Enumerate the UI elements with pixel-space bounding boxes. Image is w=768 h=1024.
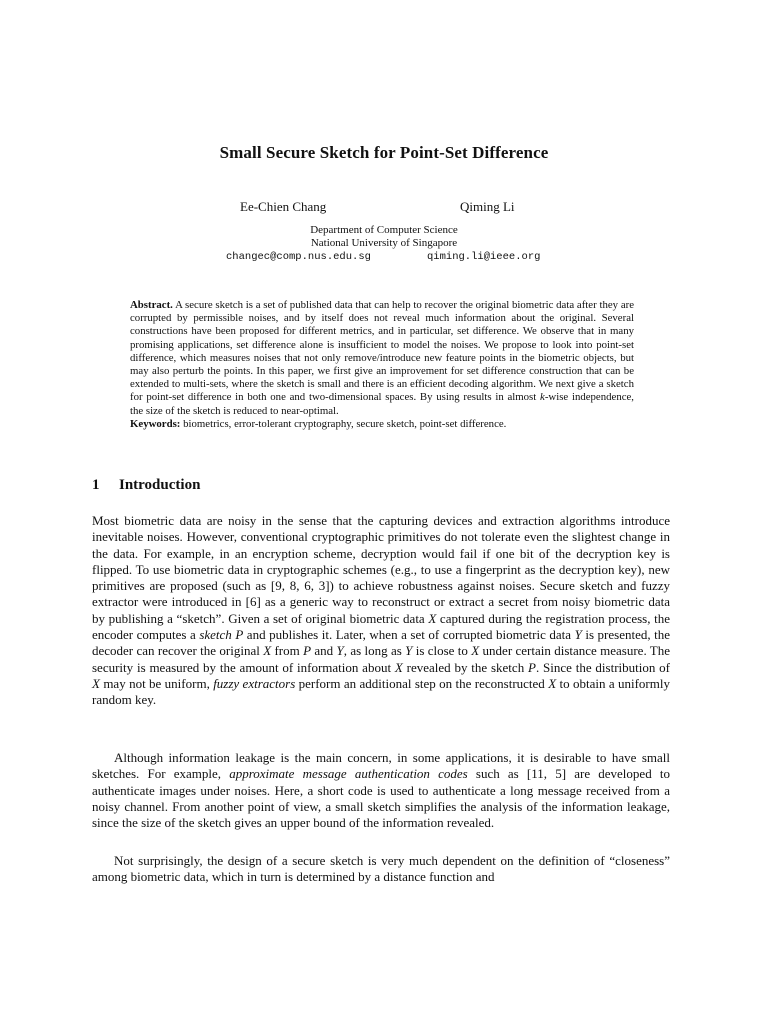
text-run: Although information leakage is the main concern, in some applications, it is desirable to have small sketches. For example,	[92, 750, 670, 782]
math-var: X	[92, 675, 100, 691]
math-var: Y	[405, 643, 413, 659]
emphasis: approximate message authentication codes	[229, 766, 468, 782]
text-run: . Since the distribution of	[535, 659, 670, 675]
abstract-body	[130, 299, 634, 418]
author-1-email: changec@comp.nus.edu.sg	[226, 251, 371, 263]
text-run: and	[311, 643, 337, 659]
math-var: X	[428, 610, 437, 626]
intro-paragraph-3	[92, 853, 670, 886]
affiliation-university: National University of Singapore	[310, 237, 458, 249]
intro-paragraph-2	[92, 750, 670, 831]
text-run: captured during the registration process, the encoder computes a	[92, 610, 670, 643]
text-run: Most biometric data are noisy in the sense that the capturing devices and extraction algorithms introduce inevitable noises. However, conventional cryptographic primitives do not tolerate even the slightest change in the data. For example, in an encryption scheme, decryption would fail if one bit of the decryption key is flipped. To use biometric data in cryptographic schemes (e.g., to use a fingerprint as the decryption key), new primitives are proposed (such as [9, 8, 6, 3]) to achieve robustness against noises. Secure sketch and fuzzy extractor were introduced in [6] as a generic way to reconstruct or extract a secret from noisy biometric data by publishing a “sketch”. Given a set of original biometric data	[92, 513, 670, 626]
abstract-text-2: -wise independence, the size of the sketch is reduced to near-optimal.	[130, 391, 634, 417]
section-number: 1	[92, 477, 100, 493]
text-run: revealed by the sketch	[402, 659, 529, 675]
math-var: X	[263, 643, 272, 659]
text-run: such as [11, 5] are developed to authenticate images under noises. Here, a short code is used to authenticate a long message received from a noisy channel. From another point of view, a small sketch simplifies the analysis of the information leakage, since the size of the sketch gives an upper bound of the information revealed.	[92, 766, 670, 831]
emphasis: sketch	[199, 627, 232, 643]
math-var: Y	[336, 643, 344, 659]
text-run: is close to	[412, 643, 472, 659]
section-heading	[92, 477, 200, 494]
abstract	[130, 299, 634, 431]
text-run: perform an additional step on the reconstructed	[295, 675, 549, 691]
keywords-text: biometrics, error-tolerant cryptography, secure sketch, point-set difference.	[183, 417, 507, 430]
math-var: P	[303, 643, 312, 659]
math-var: X	[548, 675, 557, 691]
keywords	[130, 418, 634, 431]
math-var: P	[235, 627, 244, 643]
affiliation-department: Department of Computer Science	[310, 224, 458, 236]
text-run: , as long as	[343, 643, 406, 659]
abstract-label: Abstract.	[130, 299, 173, 311]
abstract-text-1: A secure sketch is a set of published data that can help to recover the original biometric data after they are corrupted by permissible noises, and by itself does not reveal much information about the original. Several constructions have been proposed for different metrics, and in particular, set difference. We observe that in many promising applications, set difference alone is insufficient to model the noises. We propose to look into point-set difference, which measures noises that not only remove/introduce new feature points in the biometric objects, but may also perturb the points. In this paper, we first give an improvement for set difference construction that can be extended to multi-sets, where the sketch is small and there is an efficient decoding algorithm. We next give a sketch for point-set difference in both one and two-dimensional spaces. By using results in almost	[130, 299, 634, 404]
intro-paragraph-1	[92, 513, 670, 709]
author-2-name: Qiming Li	[460, 199, 515, 214]
author-2-email: qiming.li@ieee.org	[427, 251, 541, 263]
abstract-k: k	[540, 391, 545, 404]
text-run: under certain distance measure. The security is measured by the amount of information about	[92, 643, 671, 675]
text-run: and publishes it. Later, when a set of corrupted biometric data	[243, 627, 575, 643]
keywords-label: Keywords:	[130, 417, 181, 430]
math-var: X	[394, 659, 403, 675]
text-run: to obtain a uniformly random key.	[92, 675, 670, 708]
text-run: Not surprisingly, the design of a secure sketch is very much dependent on the definition of “closeness” among biometric data, which in turn is determined by a distance function and	[92, 853, 670, 885]
text-run: from	[271, 643, 304, 659]
section-title: Introduction	[119, 477, 201, 493]
text-run: may not be uniform,	[99, 675, 214, 691]
emphasis: fuzzy extractors	[213, 675, 296, 691]
text-run: is presented, the decoder can recover the original	[92, 627, 671, 659]
math-var: P	[528, 659, 536, 675]
math-var: Y	[574, 627, 582, 643]
author-1-name: Ee-Chien Chang	[240, 199, 327, 214]
math-var: X	[471, 643, 480, 659]
paper-title: Small Secure Sketch for Point-Set Difference	[219, 143, 549, 162]
